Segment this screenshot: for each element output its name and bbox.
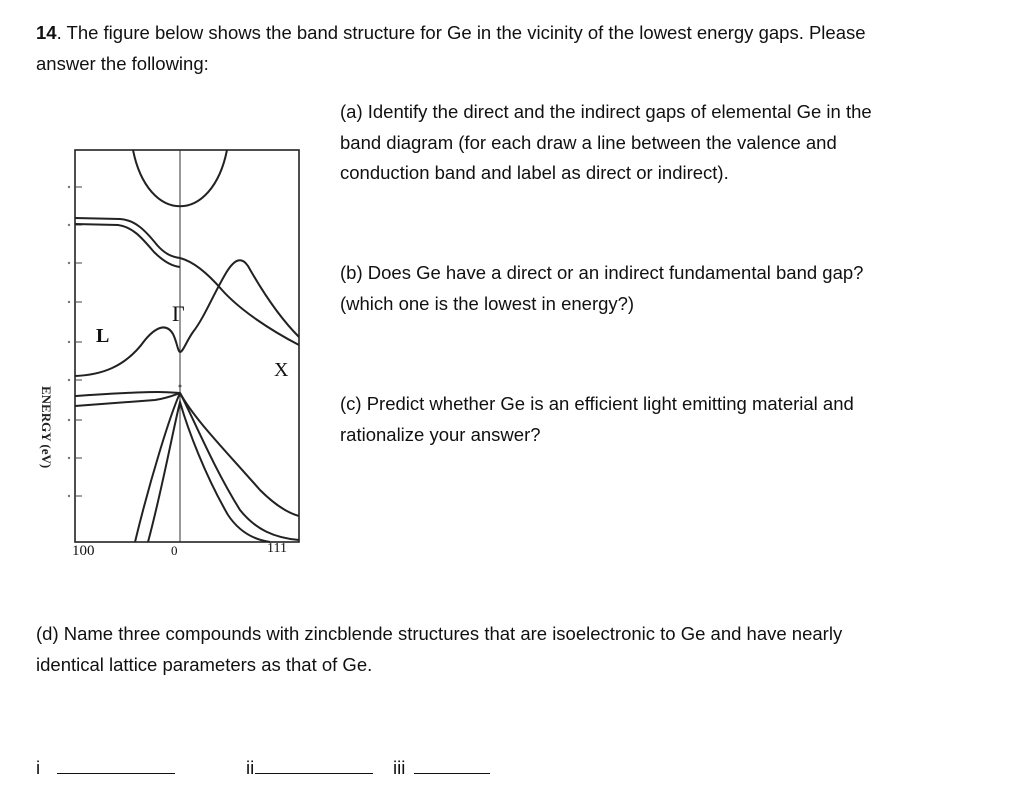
question-header (36, 18, 866, 79)
part-d-line1: (d) Name three compounds with zincblende structures that are isoelectronic to Ge and have nearly (36, 623, 843, 644)
answer-i-blank[interactable] (57, 755, 175, 774)
question-intro-line2: answer the following: (36, 52, 209, 74)
label-X: X (274, 359, 289, 381)
answer-ii-label: ii (246, 757, 255, 778)
part-a-line3: conduction band and label as direct or indirect). (340, 162, 729, 183)
answer-i-label: i (36, 757, 41, 778)
part-a-line2: band diagram (for each draw a line between the valence and (340, 131, 837, 153)
question-intro-line1: . The figure below shows the band structure for Ge in the vicinity of the lowest energy gaps. Please (56, 22, 866, 43)
answer-ii-blank[interactable] (255, 755, 373, 774)
part-a-text (340, 97, 872, 189)
conduction-band-upper-2 (75, 224, 180, 267)
conduction-band-gamma-right (180, 258, 299, 345)
answer-ii (246, 755, 373, 780)
part-c-line1: (c) Predict whether Ge is an efficient light emitting material and (340, 393, 854, 414)
conduction-band-lowest (75, 260, 299, 376)
answer-iii-blank[interactable] (414, 755, 490, 774)
x-tick-0: 0 (171, 543, 178, 558)
part-c-text (340, 389, 854, 450)
part-d-line2: identical lattice parameters as that of Ge. (36, 653, 373, 675)
answer-iii-label: iii (393, 757, 406, 778)
label-gamma: Γ (172, 301, 185, 326)
part-a-line1: (a) Identify the direct and the indirect gaps of elemental Ge in the (340, 101, 872, 122)
y-tick-dots (68, 186, 70, 497)
y-axis-label: ENERGY (eV) (39, 386, 54, 469)
valence-band-1 (75, 392, 180, 396)
part-c-line2: rationalize your answer? (340, 423, 541, 445)
x-tick-111: 111 (267, 541, 287, 556)
question-number: 14 (36, 22, 57, 43)
gamma-marker-dot (179, 385, 182, 388)
x-tick-100: 100 (72, 543, 95, 559)
band-structure-figure (30, 130, 325, 560)
valence-band-3 (135, 393, 299, 542)
part-b-line1: (b) Does Ge have a direct or an indirect fundamental band gap? (340, 262, 864, 283)
answer-iii (393, 755, 490, 780)
part-b-line2: (which one is the lowest in energy?) (340, 292, 635, 314)
y-ticks (75, 187, 82, 496)
part-d-text (36, 619, 842, 680)
answer-i (36, 755, 175, 780)
label-L: L (96, 325, 110, 347)
part-b-text (340, 258, 863, 319)
